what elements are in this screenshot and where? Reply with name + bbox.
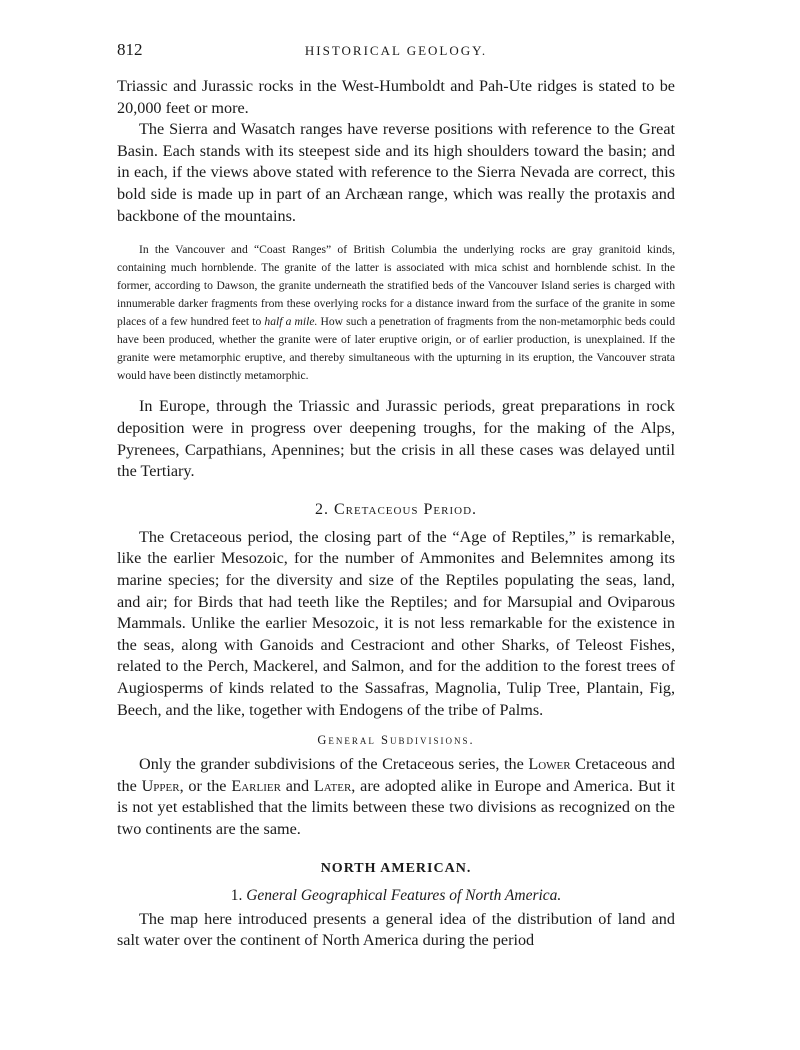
paragraph-subdivisions [117,754,675,840]
page-number: 812 [117,40,143,59]
subdivisions-text-b: Cretaceous and the [117,755,675,795]
heading-north-american: NORTH AMERICAN. [320,860,472,876]
note-text-part2: How such a penetration of fragments from the non-metamorphic beds could have been produced, whether the granite were of later eruptive origin, or of earlier production, is unexplained. If the granite were metamorphic eruptive, and thereby simultaneous with the upturning in its eruption, the Vancouver strata would have been distinctly metamorphic. [117,314,675,382]
note-emphasis: half a mile. [264,314,318,328]
subsection-number: 1. [230,886,243,904]
section-heading-cretaceous [117,501,675,519]
subsection-title: General Geographical Features of North America. [246,886,562,904]
subdivisions-text-c: , or the [179,776,232,795]
section-title: Cretaceous Period. [333,500,478,518]
paragraph-map-intro: The map here introduced presents a general idea of the distribution of land and salt water over the continent of North America during the period [117,909,675,950]
note-vancouver [117,241,675,384]
subdivisions-text-e: , are adopted alike in Europe and America. But it is not yet established that the limits between these two divisions as recognized on the two continents are the same. [117,776,676,838]
note-text-part1: In the Vancouver and “Coast Ranges” of British Columbia the underlying rocks are gray granitoid kinds, containing much hornblende. The granite of the latter is associated with mica schist and hornblende schist. In the former, according to Dawson, the granite underneath the stratified beds of the Vancouver Island series is charged with innumerable darker fragments from these overlying rocks for a distance inward from the surface of the granite in some places of a few hundred feet to [117,243,675,328]
subheading-general-subdivisions: General Subdivisions. [317,733,475,748]
term-lower: Lower [528,755,571,774]
term-upper: Upper [141,776,180,795]
paragraph-europe: In Europe, through the Triassic and Jurassic periods, great preparations in rock deposition were in progress over deepening troughs, for the making of the Alps, Pyrenees, Carpathians, Apennines; but the crisis in all these cases was delayed until the Tertiary. [117,397,675,481]
book-page [117,40,675,952]
subsection-heading-geography [117,887,675,905]
running-header [117,40,675,62]
running-title: HISTORICAL GEOLOGY. [304,43,488,58]
term-later: Later [313,776,352,795]
term-earlier: Earlier [231,776,281,795]
subdivisions-text-a: Only the grander subdivisions of the Cretaceous series, the [139,755,529,774]
subdivisions-text-d: and [280,776,314,795]
paragraph-triassic-jurassic: Triassic and Jurassic rocks in the West-Humboldt and Pah-Ute ridges is stated to be 20,000 feet or more. [117,77,675,117]
paragraph-cretaceous-intro: The Cretaceous period, the closing part of the “Age of Reptiles,” is remarkable, like the earlier Mesozoic, for the number of Ammonites and Belemnites among its marine species; for the diversity and size of the Reptiles populating the seas, land, and air; for Birds that had teeth like the Reptiles; and for Marsupial and Oviparous Mammals. Unlike the earlier Mesozoic, it is not less remarkable for the existence in the seas, along with Ganoids and Cestraciont and other Sharks, of Teleost Fishes, related to the Perch, Mackerel, and Salmon, and for the addition to the forest trees of Augiosperms of kinds related to the Sassafras, Magnolia, Tulip Tree, Plantain, Fig, Beech, and the like, together with Endogens of the tribe of Palms. [117,527,675,719]
paragraph-sierra-wasatch: The Sierra and Wasatch ranges have reverse positions with reference to the Great Basin. Each stands with its steepest side and its high shoulders toward the basin; and in each, if the views above stated with reference to the Sierra Nevada are correct, this bold side is made up in part of an Archæan range, which was really the protaxis and backbone of the mountains. [117,120,675,225]
section-number: 2. [314,500,329,518]
